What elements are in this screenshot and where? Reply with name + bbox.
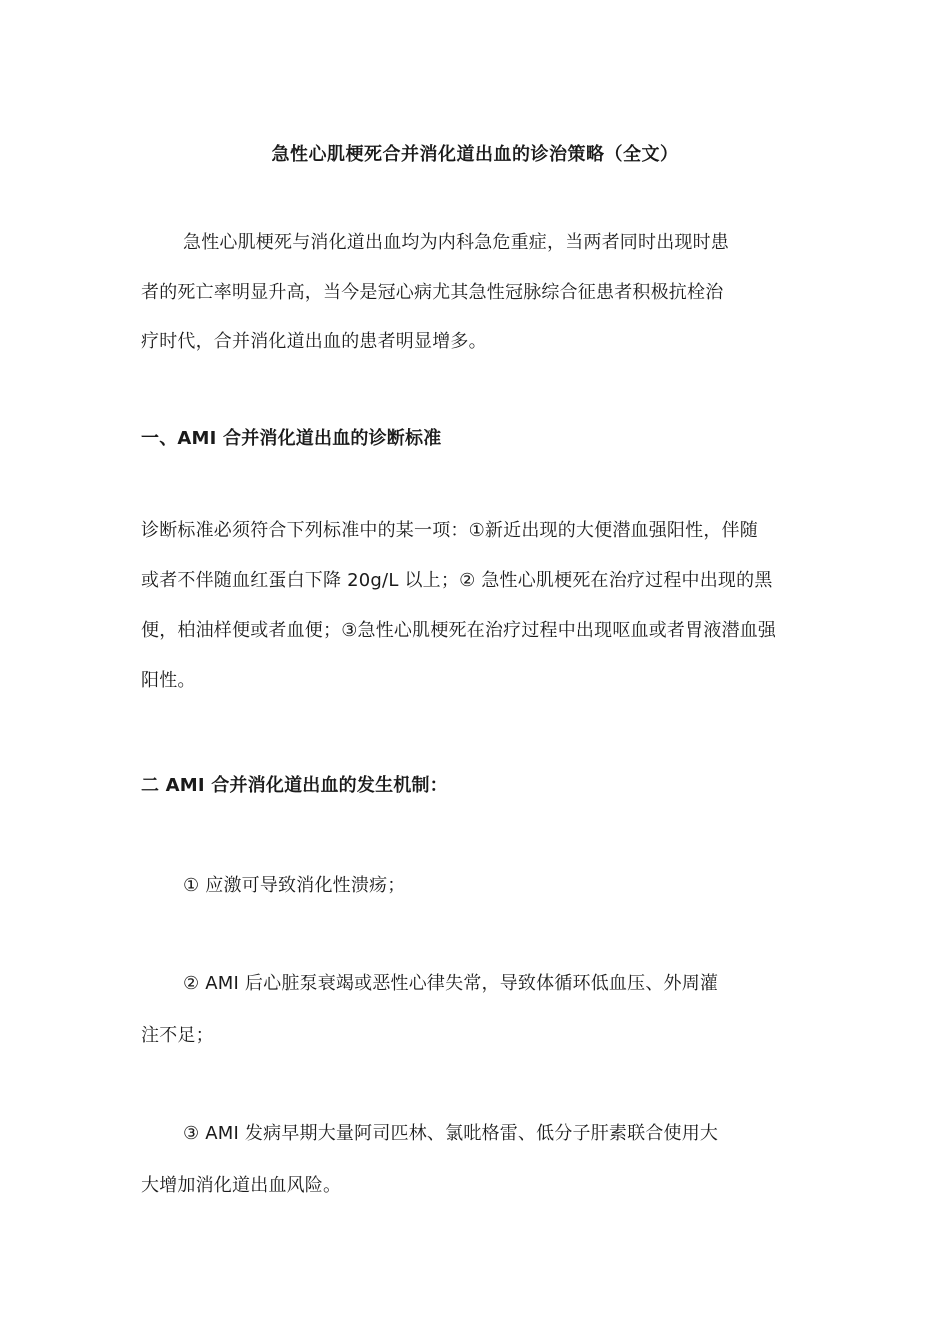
section-1-line-2: 或者不伴随血红蛋白下降 20g/L 以上；② 急性心肌梗死在治疗过程中出现的黑 (141, 570, 773, 591)
section-2-item-3-line-1: ③ AMI 发病早期大量阿司匹林、氯吡格雷、低分子肝素联合使用大 (183, 1123, 719, 1144)
intro-line-3: 疗时代，合并消化道出血的患者明显增多。 (141, 331, 487, 352)
section-1-line-1: 诊断标准必须符合下列标准中的某一项：①新近出现的大便潜血强阳性，伴随 (141, 520, 758, 541)
section-2-item-2-line-2: 注不足； (141, 1025, 214, 1046)
section-2-item-3-line-2: 大增加消化道出血风险。 (141, 1175, 342, 1196)
section-1-heading: 一、AMI 合并消化道出血的诊断标准 (141, 428, 442, 449)
section-2-item-1: ① 应激可导致消化性溃疡； (183, 875, 406, 896)
intro-line-1: 急性心肌梗死与消化道出血均为内科急危重症，当两者同时出现时患 (183, 232, 729, 253)
section-1-line-4: 阳性。 (141, 670, 196, 691)
intro-line-2: 者的死亡率明显升高，当今是冠心病尤其急性冠脉综合征患者积极抗栓治 (141, 282, 724, 303)
section-2-item-2-line-1: ② AMI 后心脏泵衰竭或恶性心律失常，导致体循环低血压、外周灌 (183, 973, 719, 994)
section-2-heading: 二 AMI 合并消化道出血的发生机制： (141, 775, 448, 796)
section-1-line-3: 便，柏油样便或者血便；③急性心肌梗死在治疗过程中出现呕血或者胃液潜血强 (141, 620, 777, 641)
page-title: 急性心肌梗死合并消化道出血的诊治策略（全文） (271, 144, 679, 165)
